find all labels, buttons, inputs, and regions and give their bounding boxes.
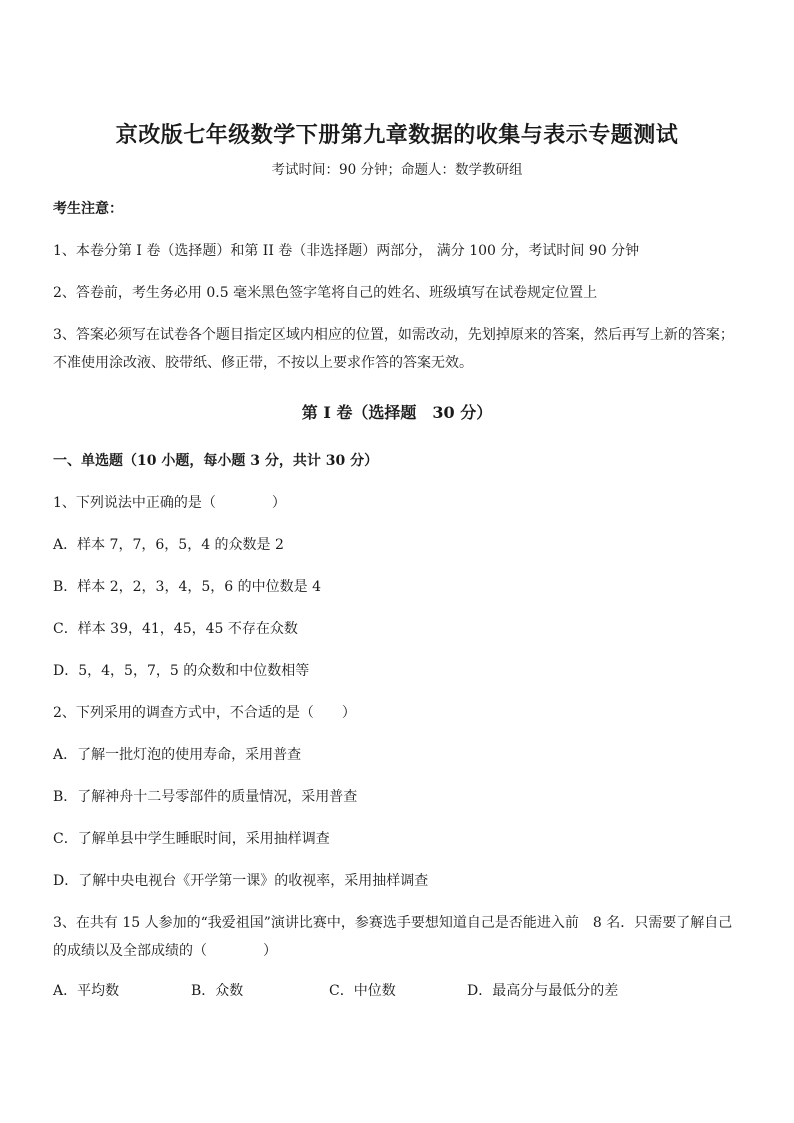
notice-heading: 考生注意：: [53, 201, 123, 217]
question-2-option-d: D．了解中央电视台《开学第一课》的收视率，采用抽样调查: [53, 873, 429, 889]
question-3-option-a: A．平均数: [53, 983, 120, 999]
question-3-option-d: D．最高分与最低分的差: [467, 983, 619, 999]
notice-item-1: 1、本卷分第 I 卷（选择题）和第 II 卷（非选择题）两部分， 满分 100 分，考试时间 90 分钟: [53, 243, 640, 259]
exam-title: 京改版七年级数学下册第九章数据的收集与表示专题测试: [115, 122, 679, 148]
question-1-option-b: B．样本 2，2，3，4，5，6 的中位数是 4: [53, 579, 321, 595]
question-3-option-b: B．众数: [191, 983, 244, 999]
question-3-stem: 3、在共有 15 人参加的“我爱祖国”演讲比赛中，参赛选手要想知道自己是否能进入前 8 名．只需要了解自己的成绩以及全部成绩的（ ）: [53, 915, 733, 959]
question-1-stem: 1、下列说法中正确的是（ ）: [53, 495, 286, 511]
exam-subtitle: 考试时间：90 分钟；命题人：数学教研组: [271, 162, 523, 178]
question-2-option-b: B．了解神舟十二号零部件的质量情况，采用普查: [53, 789, 358, 805]
question-2-option-c: C．了解单县中学生睡眠时间，采用抽样调查: [53, 831, 330, 847]
section-heading: 一、单选题（10 小题，每小题 3 分，共计 30 分）: [53, 453, 379, 469]
question-2-stem: 2、下列采用的调查方式中，不合适的是（ ）: [53, 705, 356, 721]
question-1-option-c: C．样本 39，41，45，45 不存在众数: [53, 621, 298, 637]
question-2-option-a: A．了解一批灯泡的使用寿命，采用普查: [53, 747, 302, 763]
notice-item-3: 3、答案必须写在试卷各个题目指定区域内相应的位置，如需改动，先划掉原来的答案，然后再写上新的答案；不准使用涂改液、胶带纸、修正带，不按以上要求作答的答案无效。: [53, 327, 734, 371]
part1-title: 第 I 卷（选择题 30 分）: [301, 403, 493, 422]
question-1-option-d: D．5，4，5，7，5 的众数和中位数相等: [53, 663, 310, 679]
question-3-option-c: C．中位数: [329, 983, 396, 999]
notice-item-2: 2、答卷前，考生务必用 0.5 毫米黑色签字笔将自己的姓名、班级填写在试卷规定位置上: [53, 285, 598, 301]
question-1-option-a: A．样本 7，7，6，5，4 的众数是 2: [53, 537, 284, 553]
